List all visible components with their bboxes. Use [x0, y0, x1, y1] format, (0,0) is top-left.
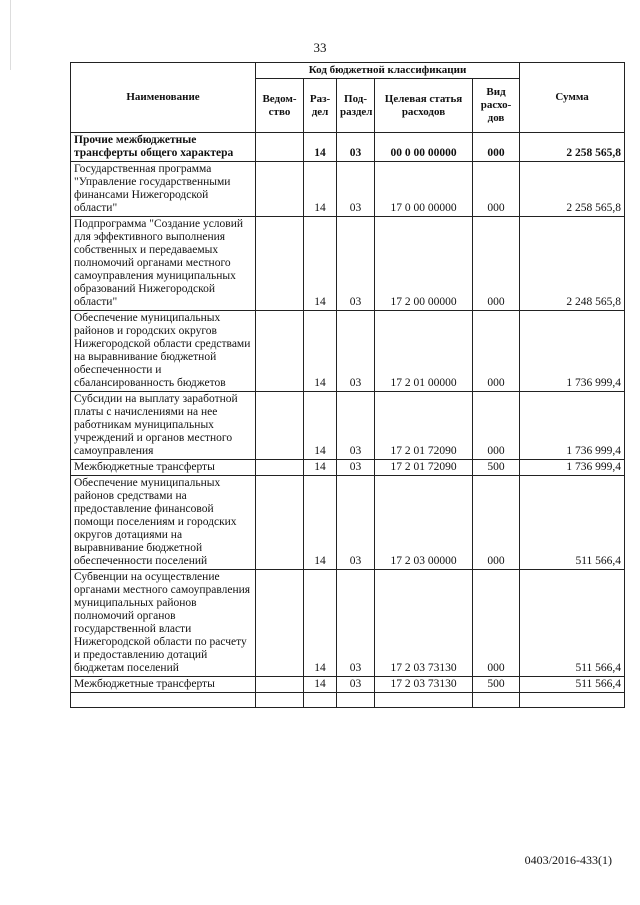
cell-vid-rashodov: 000: [473, 311, 520, 392]
cell-sum: 511 566,4: [520, 677, 625, 693]
cell-sum: 2 258 565,8: [520, 133, 625, 162]
cell-vid-rashodov: 000: [473, 392, 520, 460]
page-number: 33: [313, 40, 327, 55]
header-classification-code: Код бюджетной классификации: [256, 63, 520, 79]
header-sum: Сумма: [520, 63, 625, 133]
table-row: [71, 570, 625, 677]
table-row: [71, 217, 625, 311]
table-row: [71, 162, 625, 217]
header-vid-rashodov: Вид расхо-дов: [473, 79, 520, 133]
cell-celevaya-statya: 17 2 01 72090: [375, 460, 473, 476]
cell-vedomstvo: [256, 570, 304, 677]
cell-razdel: 14: [304, 476, 337, 570]
table-body: [71, 133, 625, 708]
cell-vedomstvo: [256, 460, 304, 476]
cell-vedomstvo: [256, 133, 304, 162]
cell-sum: 1 736 999,4: [520, 392, 625, 460]
document-number: 0403/2016-433(1): [524, 853, 612, 867]
empty-row: [71, 693, 625, 708]
cell-podrazdel: 03: [337, 133, 375, 162]
cell-sum: 511 566,4: [520, 570, 625, 677]
cell-podrazdel: 03: [337, 570, 375, 677]
table-row: [71, 311, 625, 392]
empty-cell: [375, 693, 473, 708]
cell-celevaya-statya: 00 0 00 00000: [375, 133, 473, 162]
table-row: [71, 677, 625, 693]
budget-classification-table: [70, 62, 625, 708]
scan-edge-mark: [10, 0, 11, 70]
cell-name: Государственная программа "Управление государственными финансами Нижегородской области": [71, 162, 256, 217]
cell-name: Межбюджетные трансферты: [71, 460, 256, 476]
cell-vedomstvo: [256, 476, 304, 570]
cell-name: Подпрограмма "Создание условий для эффективного выполнения собственных и передаваемых полномочий органами местного самоуправления муниципальных образований Нижегородской области": [71, 217, 256, 311]
table-row: [71, 133, 625, 162]
table-row: [71, 460, 625, 476]
cell-celevaya-statya: 17 2 01 72090: [375, 392, 473, 460]
cell-vedomstvo: [256, 311, 304, 392]
cell-celevaya-statya: 17 0 00 00000: [375, 162, 473, 217]
cell-razdel: 14: [304, 133, 337, 162]
cell-podrazdel: 03: [337, 217, 375, 311]
cell-sum: 2 248 565,8: [520, 217, 625, 311]
empty-cell: [337, 693, 375, 708]
cell-name: Субвенции на осуществление органами местного самоуправления муниципальных районов полномочий органов государственной власти Нижегородской области по расчету и предоставлению дотаций бюджетам поселений: [71, 570, 256, 677]
cell-razdel: 14: [304, 392, 337, 460]
cell-vedomstvo: [256, 217, 304, 311]
cell-celevaya-statya: 17 2 03 73130: [375, 570, 473, 677]
header-razdel: Раз-дел: [304, 79, 337, 133]
cell-razdel: 14: [304, 460, 337, 476]
empty-cell: [256, 693, 304, 708]
header-name: Наименование: [71, 63, 256, 133]
cell-vid-rashodov: 000: [473, 162, 520, 217]
cell-vedomstvo: [256, 677, 304, 693]
empty-cell: [520, 693, 625, 708]
cell-name: Межбюджетные трансферты: [71, 677, 256, 693]
empty-cell: [473, 693, 520, 708]
cell-name: Прочие межбюджетные трансферты общего характера: [71, 133, 256, 162]
cell-sum: 1 736 999,4: [520, 460, 625, 476]
cell-vid-rashodov: 000: [473, 133, 520, 162]
cell-name: Обеспечение муниципальных районов средствами на предоставление финансовой помощи поселениям и городских округов дотациями на выравнивание бюджетной обеспеченности поселений: [71, 476, 256, 570]
cell-podrazdel: 03: [337, 162, 375, 217]
header-celevaya-statya: Целевая статья расходов: [375, 79, 473, 133]
cell-name: Обеспечение муниципальных районов и городских округов Нижегородской области средствами на выравнивание бюджетной обеспеченности и сбалансированность бюджетов: [71, 311, 256, 392]
header-vedomstvo: Ведом-ство: [256, 79, 304, 133]
empty-cell: [71, 693, 256, 708]
cell-celevaya-statya: 17 2 03 73130: [375, 677, 473, 693]
cell-podrazdel: 03: [337, 677, 375, 693]
cell-razdel: 14: [304, 162, 337, 217]
cell-vid-rashodov: 500: [473, 677, 520, 693]
empty-cell: [304, 693, 337, 708]
table-row: [71, 392, 625, 460]
cell-name: Субсидии на выплату заработной платы с начислениями на нее работникам муниципальных учреждений и органов местного самоуправления: [71, 392, 256, 460]
cell-sum: 2 258 565,8: [520, 162, 625, 217]
cell-podrazdel: 03: [337, 311, 375, 392]
cell-razdel: 14: [304, 217, 337, 311]
cell-sum: 511 566,4: [520, 476, 625, 570]
cell-celevaya-statya: 17 2 01 00000: [375, 311, 473, 392]
cell-vid-rashodov: 000: [473, 570, 520, 677]
cell-vid-rashodov: 000: [473, 476, 520, 570]
cell-razdel: 14: [304, 311, 337, 392]
cell-vedomstvo: [256, 392, 304, 460]
cell-celevaya-statya: 17 2 00 00000: [375, 217, 473, 311]
cell-podrazdel: 03: [337, 460, 375, 476]
cell-podrazdel: 03: [337, 476, 375, 570]
cell-vid-rashodov: 500: [473, 460, 520, 476]
header-podrazdel: Под-раздел: [337, 79, 375, 133]
cell-podrazdel: 03: [337, 392, 375, 460]
cell-vid-rashodov: 000: [473, 217, 520, 311]
cell-celevaya-statya: 17 2 03 00000: [375, 476, 473, 570]
cell-razdel: 14: [304, 570, 337, 677]
cell-sum: 1 736 999,4: [520, 311, 625, 392]
cell-vedomstvo: [256, 162, 304, 217]
cell-razdel: 14: [304, 677, 337, 693]
table-row: [71, 476, 625, 570]
